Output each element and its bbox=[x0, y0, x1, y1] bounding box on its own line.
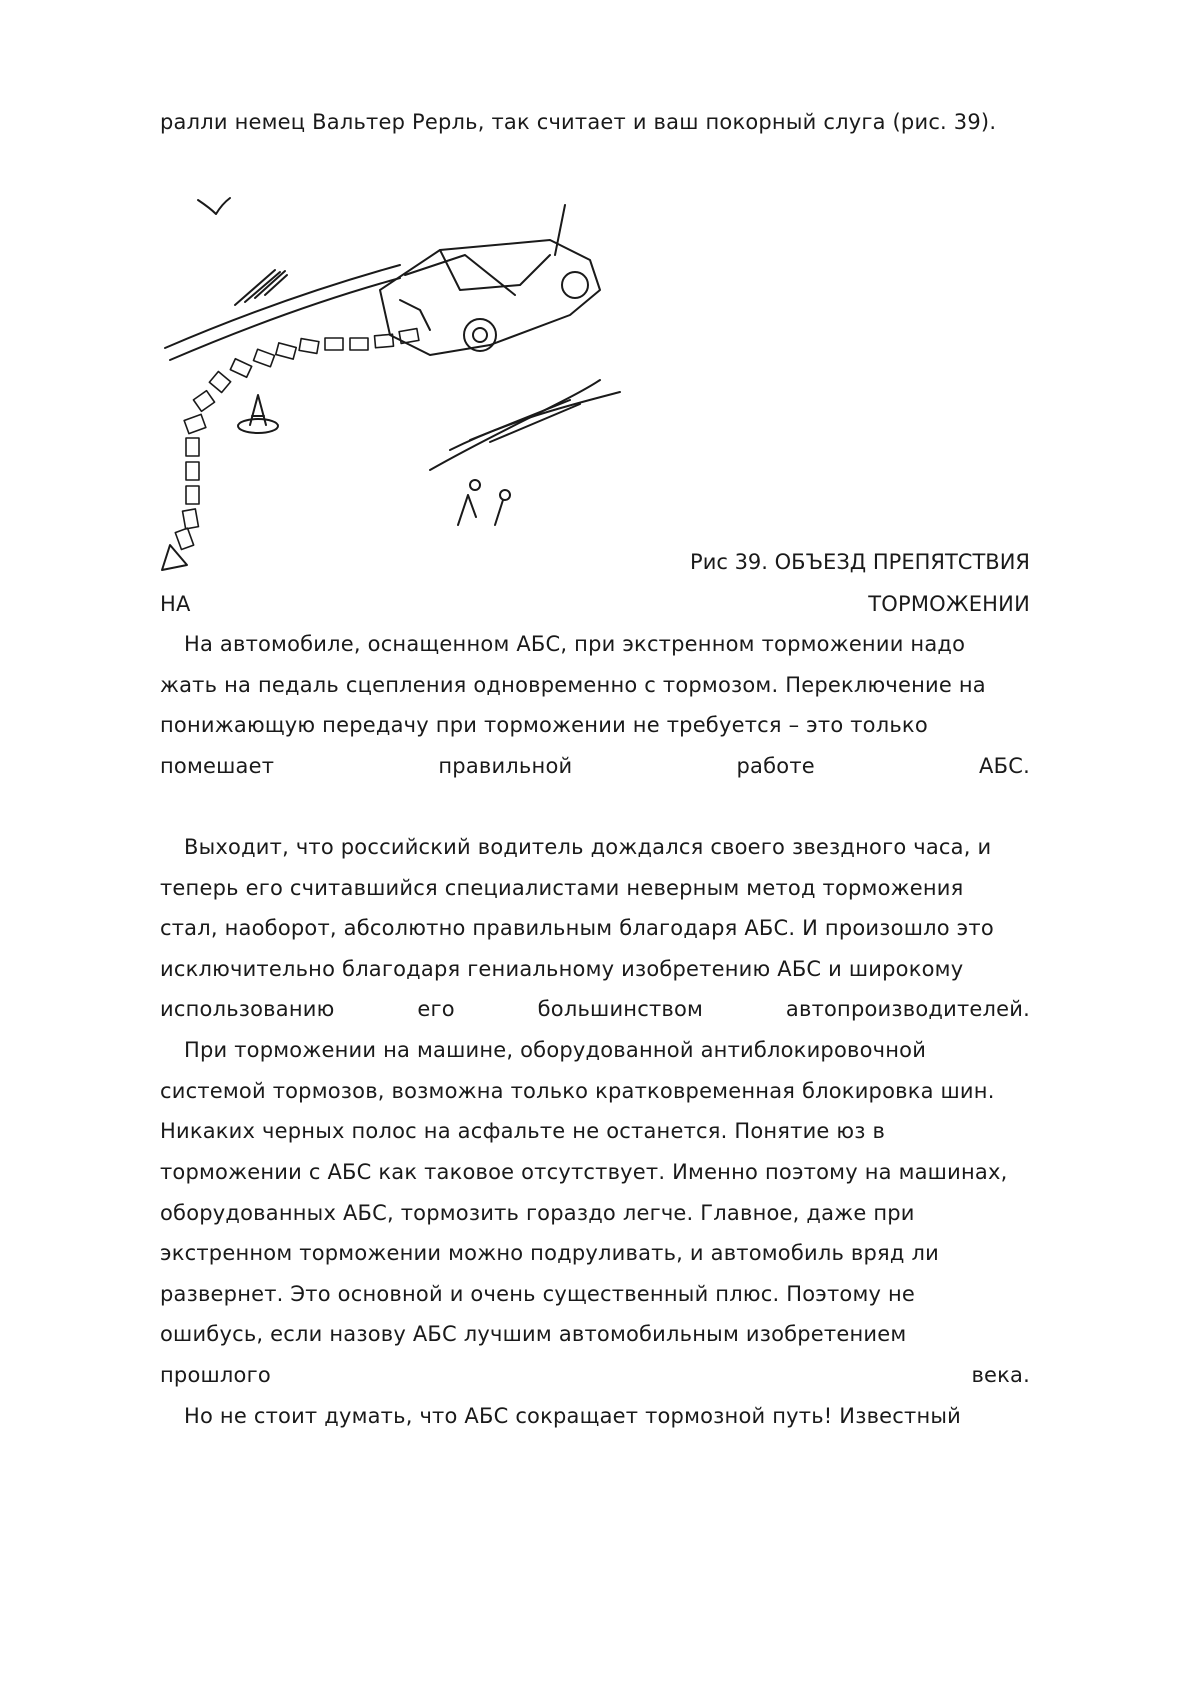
text-line: развернет. Это основной и очень существенный плюс. Поэтому не bbox=[160, 1282, 916, 1306]
text-line: жать на педаль сцепления одновременно с тормозом. Переключение на bbox=[160, 673, 986, 697]
text-line: ралли немец Вальтер Рерль, так считает и ваш покорный слуга (рис. 39). bbox=[160, 110, 997, 134]
word: большинством bbox=[537, 997, 704, 1021]
word: автопроизводителей. bbox=[785, 997, 1030, 1021]
text-line: системой тормозов, возможна только кратковременная блокировка шин. bbox=[160, 1079, 995, 1103]
word: использованию bbox=[160, 997, 335, 1021]
word: правильной bbox=[438, 754, 573, 778]
word: работе bbox=[736, 754, 815, 778]
text-line: ошибусь, если назову АБС лучшим автомобильным изобретением bbox=[160, 1322, 907, 1346]
text-line-justified bbox=[160, 995, 1030, 1023]
text-line: Выходит, что российский водитель дождался своего звездного часа, и bbox=[184, 835, 992, 859]
text-line: Но не стоит думать, что АБС сокращает тормозной путь! Известный bbox=[184, 1404, 962, 1428]
text-line: стал, наоборот, абсолютно правильным благодаря АБС. И произошло это bbox=[160, 916, 994, 940]
figure-39-illustration bbox=[150, 180, 630, 580]
text-line: теперь его считавшийся специалистами неверным метод торможения bbox=[160, 876, 964, 900]
text-line: При торможении на машине, оборудованной антиблокировочной bbox=[184, 1038, 927, 1062]
word: прошлого bbox=[160, 1363, 271, 1387]
text-line: понижающую передачу при торможении не требуется – это только bbox=[160, 713, 928, 737]
text-line: исключительно благодаря гениальному изобретению АБС и широкому bbox=[160, 957, 964, 981]
word: его bbox=[417, 997, 455, 1021]
text-line: торможении с АБС как таковое отсутствует. Именно поэтому на машинах, bbox=[160, 1160, 1008, 1184]
text-line-justified bbox=[160, 752, 1030, 780]
figure-caption: Рис 39. ОБЪЕЗД ПРЕПЯТСТВИЯ bbox=[690, 550, 1030, 574]
text-line-justified bbox=[160, 1361, 1030, 1389]
text-line: Никаких черных полос на асфальте не останется. Понятие юз в bbox=[160, 1119, 886, 1143]
word: АБС. bbox=[979, 754, 1030, 778]
text-line: На автомобиле, оснащенном АБС, при экстренном торможении надо bbox=[184, 632, 966, 656]
text-line: экстренном торможении можно подруливать, и автомобиль вряд ли bbox=[160, 1241, 939, 1265]
caption-word: НА bbox=[160, 592, 191, 616]
word: помешает bbox=[160, 754, 275, 778]
figure-caption-continued bbox=[160, 590, 1030, 618]
text-line: оборудованных АБС, тормозить гораздо легче. Главное, даже при bbox=[160, 1201, 915, 1225]
word: века. bbox=[971, 1363, 1030, 1387]
caption-word: ТОРМОЖЕНИИ bbox=[868, 592, 1030, 616]
